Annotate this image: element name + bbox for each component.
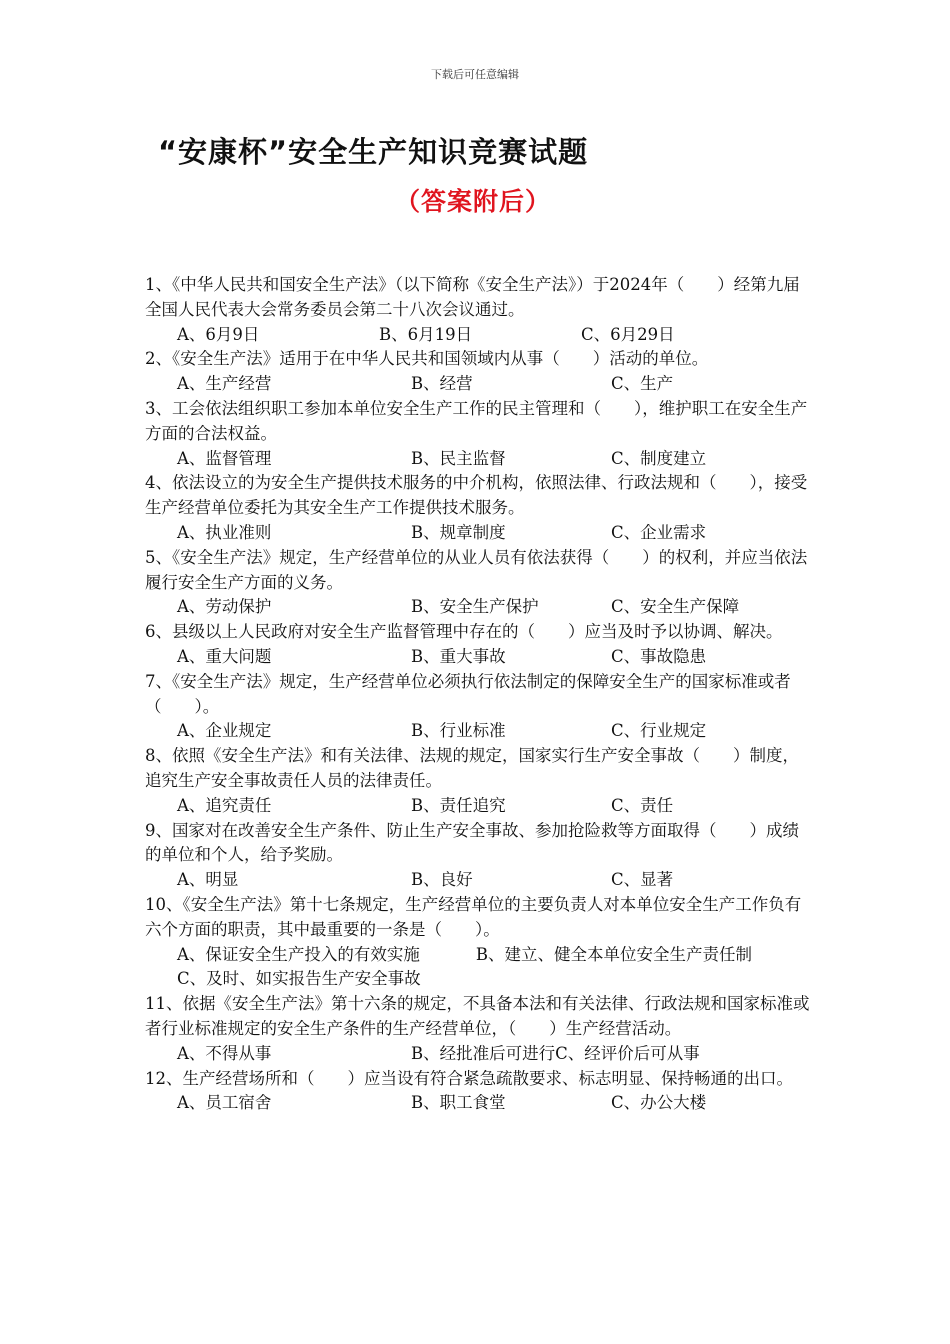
question-text: 9、国家对在改善安全生产条件、防止生产安全事故、参加抢险救等方面取得（ ）成绩的单位和个人，给予奖励。 [145,820,799,865]
option-c: C、行业规定 [611,721,707,741]
option-c: C、显著 [611,870,674,890]
option-c: C、6月29日 [581,324,675,344]
option-b: B、行业标准 [411,721,506,741]
option-b: B、职工食堂 [411,1093,506,1113]
option-b: B、经营 [411,374,473,394]
option-c: C、事故隐患 [611,646,707,666]
option-row [145,447,813,472]
option-b: B、良好 [411,870,473,890]
option-c: C、办公大楼 [611,1093,707,1113]
page-title: “安康杯”安全生产知识竞赛试题 [158,135,589,169]
option-a: A、监督管理 [177,448,272,468]
question-item [145,992,813,1066]
question-list [145,273,813,1116]
question-item [145,744,813,818]
option-a: A、执业准则 [177,522,272,542]
option-row [145,645,813,670]
question-item [145,1067,813,1117]
question-text: 8、依照《安全生产法》和有关法律、法规的规定，国家实行生产安全事故（ ）制度，追究生产安全事故责任人员的法律责任。 [145,746,799,790]
question-item [145,819,813,893]
question-item [145,620,813,670]
question-item [145,471,813,545]
question-text: 3、工会依法组织职工参加本单位安全生产工作的民主管理和（ ），维护职工在安全生产方面的合法权益。 [145,398,808,443]
option-b: B、6月19日 [379,324,473,344]
option-row [145,595,813,620]
option-c: C、生产 [611,374,674,394]
question-text: 4、依法设立的为安全生产提供技术服务的中介机构，依照法律、行政法规和（ ），接受生产经营单位委托为其安全生产工作提供技术服务。 [145,473,808,518]
option-row [145,521,813,546]
option-b: B、安全生产保护 [411,597,539,617]
option-row [145,372,813,397]
question-text: 6、县级以上人民政府对安全生产监督管理中存在的（ ）应当及时予以协调、解决。 [145,622,783,642]
option-a: A、员工宿舍 [177,1093,272,1113]
question-item [145,347,813,397]
option-c: C、责任 [611,795,674,815]
option-row [145,1091,813,1116]
option-b: B、重大事故 [411,646,506,666]
question-item [145,273,813,347]
question-text: 2、《安全生产法》适用于在中华人民共和国领域内从事（ ）活动的单位。 [145,349,709,369]
option-row [145,1042,813,1067]
header-note: 下载后可任意编辑 [431,68,519,81]
option-a: A、重大问题 [177,646,272,666]
question-item [145,893,813,992]
option-a: A、劳动保护 [177,597,272,617]
question-text: 11、依据《安全生产法》第十六条的规定，不具备本法和有关法律、行政法规和国家标准或者行业标准规定的安全生产条件的生产经营单位，（ ）生产经营活动。 [145,994,810,1038]
question-text: 7、《安全生产法》规定，生产经营单位必须执行依法制定的保障安全生产的国家标准或者（ ）。 [145,671,791,716]
option-row [145,943,813,968]
question-item [145,670,813,744]
option-a: A、企业规定 [177,721,272,741]
option-b: B、民主监督 [411,448,506,468]
option-c: C、企业需求 [611,522,707,542]
option-a: A、6月9日 [177,324,260,344]
option-a: A、明显 [177,870,239,890]
option-c: C、安全生产保障 [611,597,740,617]
question-item [145,397,813,471]
question-text: 5、《安全生产法》规定，生产经营单位的从业人员有依法获得（ ）的权利，并应当依法履行安全生产方面的义务。 [145,547,808,592]
option-c: C、制度建立 [611,448,707,468]
option-b: B、经批准后可进行 [411,1043,556,1063]
question-item [145,546,813,620]
option-a: A、不得从事 [177,1043,272,1063]
option-c: C、经评价后可从事 [555,1043,700,1063]
page-subtitle: （答案附后） [395,187,552,216]
option-b: B、责任追究 [411,795,506,815]
option-a: A、追究责任 [177,795,272,815]
question-text: 10、《安全生产法》第十七条规定，生产经营单位的主要负责人对本单位安全生产工作负有六个方面的职责，其中最重要的一条是（ ）。 [145,894,802,939]
question-text: 1、《中华人民共和国安全生产法》（以下简称《安全生产法》）于2024年（ ）经第九届全国人民代表大会常务委员会第二十八次会议通过。 [145,275,800,319]
option-c: C、及时、如实报告生产安全事故 [177,969,421,989]
option-a: A、保证安全生产投入的有效实施 [177,944,420,964]
option-b: B、规章制度 [411,522,506,542]
option-row [145,868,813,893]
question-text: 12、生产经营场所和（ ）应当设有符合紧急疏散要求、标志明显、保持畅通的出口。 [145,1068,793,1088]
option-a: A、生产经营 [177,374,272,394]
option-row [145,719,813,744]
option-row [145,794,813,819]
option-b: B、建立、健全本单位安全生产责任制 [475,944,753,964]
option-row [145,323,813,348]
